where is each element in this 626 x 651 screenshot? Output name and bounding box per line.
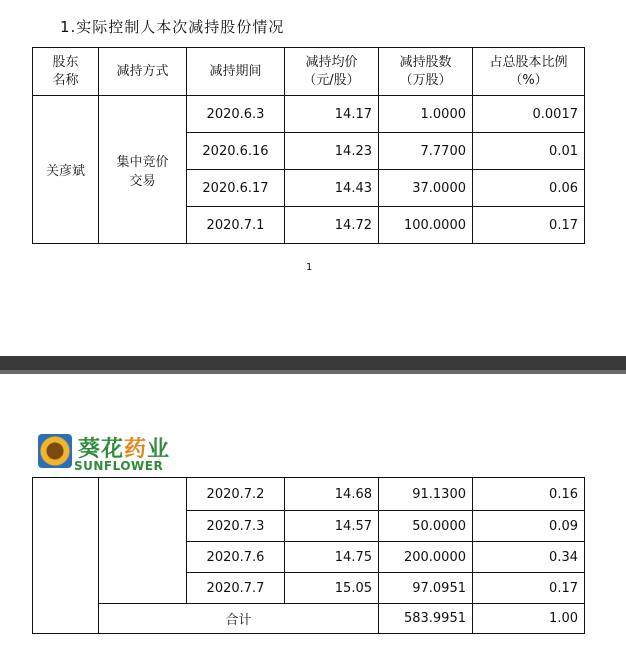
cell-date: 2020.7.3 <box>187 511 285 542</box>
table-row <box>33 96 585 133</box>
cell-price: 14.57 <box>285 511 379 542</box>
method-cell-continued <box>99 478 187 604</box>
cell-shares: 7.7700 <box>379 133 473 170</box>
cell-price: 14.23 <box>285 133 379 170</box>
cell-shares: 200.0000 <box>379 542 473 573</box>
header-avg-price: 减持均价 （元/股） <box>285 48 379 96</box>
cell-price: 14.75 <box>285 542 379 573</box>
cell-date: 2020.6.17 <box>187 170 285 207</box>
cell-ratio: 0.34 <box>473 542 585 573</box>
logo-chinese: 葵花药业 <box>78 437 171 462</box>
page-number: 1 <box>306 262 313 273</box>
cell-shares: 97.0951 <box>379 573 473 604</box>
cell-date: 2020.7.6 <box>187 542 285 573</box>
total-ratio: 1.00 <box>473 604 585 634</box>
logo-english: SUNFLOWER <box>74 459 164 473</box>
cell-ratio: 0.17 <box>473 573 585 604</box>
header-ratio: 占总股本比例 （%） <box>473 48 585 96</box>
cell-shares: 50.0000 <box>379 511 473 542</box>
cell-date: 2020.6.3 <box>187 96 285 133</box>
share-reduction-table <box>32 47 585 244</box>
cell-ratio: 0.17 <box>473 207 585 244</box>
cell-shares: 37.0000 <box>379 170 473 207</box>
share-reduction-table-continued <box>32 477 585 634</box>
header-shares: 减持股数 （万股） <box>379 48 473 96</box>
cell-date: 2020.7.7 <box>187 573 285 604</box>
header-period: 减持期间 <box>187 48 285 96</box>
cell-price: 14.43 <box>285 170 379 207</box>
cell-shares: 1.0000 <box>379 96 473 133</box>
cell-ratio: 0.01 <box>473 133 585 170</box>
cell-price: 14.68 <box>285 478 379 511</box>
cell-ratio: 0.06 <box>473 170 585 207</box>
cell-shares: 91.1300 <box>379 478 473 511</box>
table-header-row <box>33 48 585 96</box>
page-separator <box>0 356 626 374</box>
cell-price: 15.05 <box>285 573 379 604</box>
cell-date: 2020.6.16 <box>187 133 285 170</box>
total-label: 合计 <box>99 604 379 634</box>
cell-ratio: 0.16 <box>473 478 585 511</box>
header-shareholder: 股东 名称 <box>33 48 99 96</box>
company-logo <box>38 432 178 476</box>
table-total-row <box>33 604 585 634</box>
reduction-method: 集中竞价 交易 <box>99 96 187 244</box>
section-title: 1.实际控制人本次减持股份情况 <box>60 18 285 36</box>
cell-date: 2020.7.1 <box>187 207 285 244</box>
cell-ratio: 0.0017 <box>473 96 585 133</box>
cell-price: 14.17 <box>285 96 379 133</box>
cell-price: 14.72 <box>285 207 379 244</box>
header-method: 减持方式 <box>99 48 187 96</box>
shareholder-cell-continued <box>33 478 99 634</box>
shareholder-name: 关彦斌 <box>33 96 99 244</box>
table-row <box>33 478 585 511</box>
cell-ratio: 0.09 <box>473 511 585 542</box>
sunflower-logo-icon <box>38 434 72 468</box>
cell-date: 2020.7.2 <box>187 478 285 511</box>
cell-shares: 100.0000 <box>379 207 473 244</box>
total-shares: 583.9951 <box>379 604 473 634</box>
